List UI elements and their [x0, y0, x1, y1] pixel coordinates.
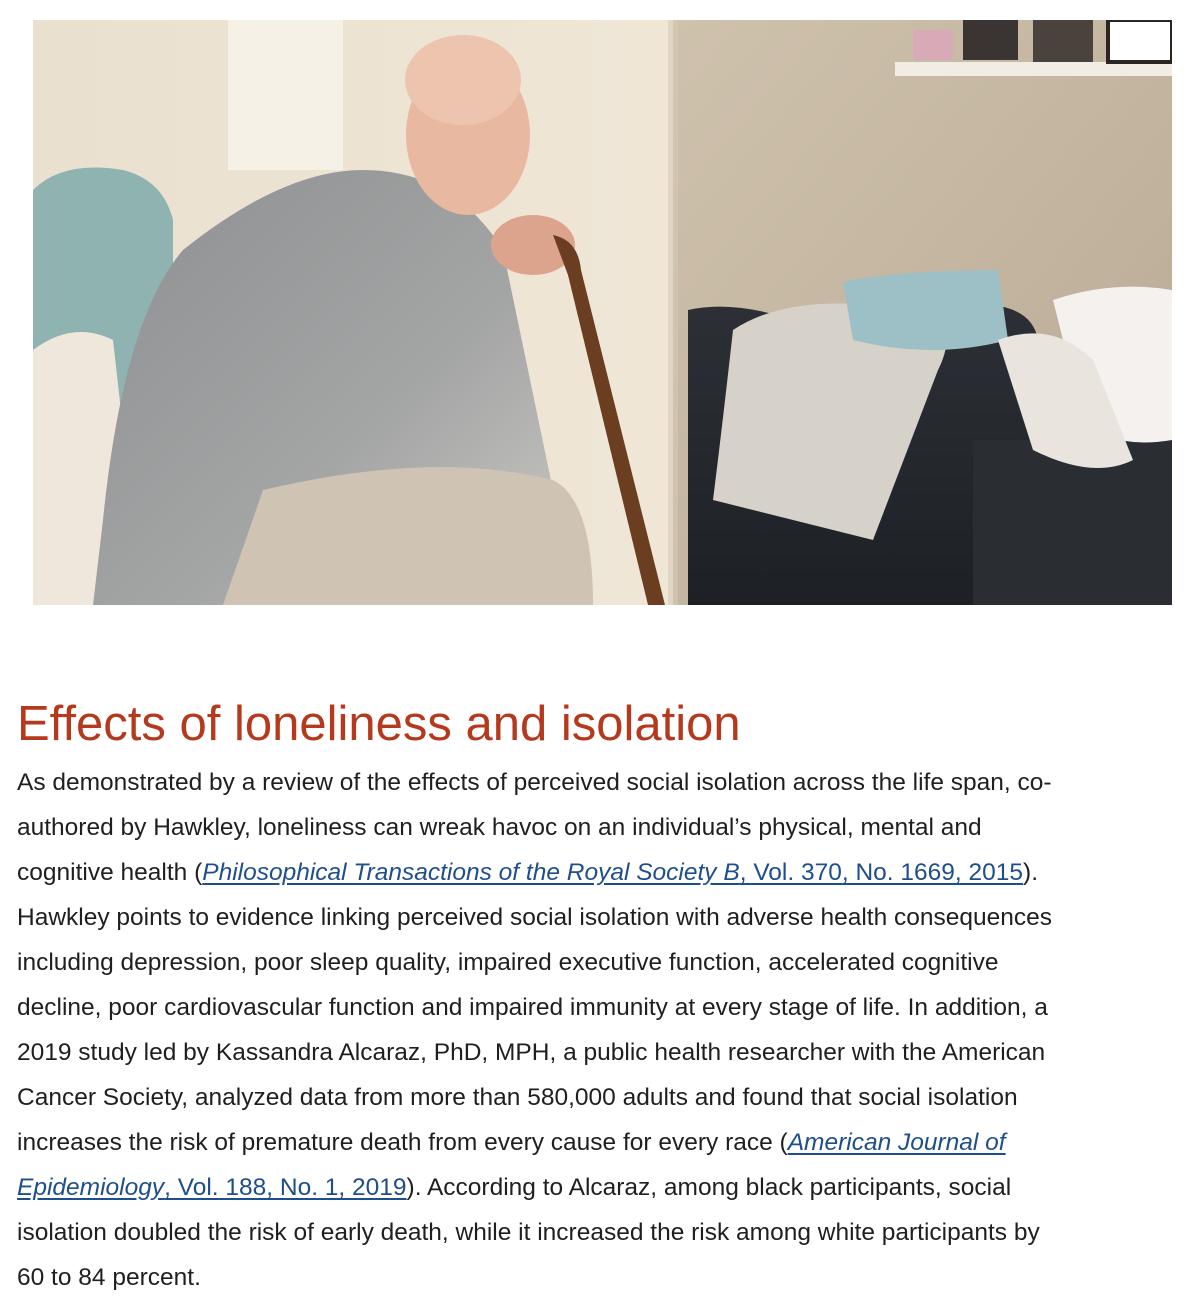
- paragraph-text: increases the risk of premature death from every cause for every race (: [17, 1129, 788, 1156]
- paragraph-line: decline, poor cardiovascular function and impaired immunity at every stage of life. In addition, a: [17, 994, 1048, 1021]
- paragraph-line: 2019 study led by Kassandra Alcaraz, PhD, MPH, a public health researcher with the American: [17, 1039, 1046, 1066]
- paragraph-line: [17, 1165, 1185, 1210]
- paragraph-line: Cancer Society, analyzed data from more than 580,000 adults and found that social isolation: [17, 1084, 1018, 1111]
- paragraph-line: [17, 1120, 1185, 1165]
- paragraph-line: 60 to 84 percent.: [17, 1264, 201, 1291]
- paragraph-text: cognitive health (: [17, 859, 203, 886]
- citation-journal: Philosophical Transactions of the Royal Society B: [202, 859, 740, 886]
- citation-details: , Vol. 370, No. 1669, 2015: [739, 859, 1024, 886]
- citation-journal: American Journal of: [787, 1129, 1006, 1156]
- section-heading: Effects of loneliness and isolation: [17, 697, 741, 751]
- paragraph-line: [17, 850, 1185, 895]
- paragraph-line: Hawkley points to evidence linking perceived social isolation with adverse health consequences: [17, 904, 1053, 931]
- citation-link-american-journal-of-epidemiology[interactable]: [788, 1129, 1006, 1156]
- citation-details: , Vol. 188, No. 1, 2019: [164, 1174, 407, 1201]
- paragraph-line: isolation doubled the risk of early death, while it increased the risk among white participants by: [17, 1219, 1040, 1246]
- citation-journal: Epidemiology: [17, 1174, 165, 1201]
- paragraph-text: ). According to Alcaraz, among black participants, social: [406, 1174, 1012, 1201]
- article-paragraph: [17, 760, 1185, 1300]
- citation-link-american-journal-of-epidemiology-cont[interactable]: [17, 1174, 407, 1201]
- article-photo: [33, 20, 1172, 605]
- citation-link-philosophical-transactions[interactable]: [202, 859, 1023, 886]
- paragraph-line: authored by Hawkley, loneliness can wreak havoc on an individual’s physical, mental and: [17, 814, 982, 841]
- paragraph-text: ).: [1023, 859, 1039, 886]
- paragraph-line: including depression, poor sleep quality, impaired executive function, accelerated cognitive: [17, 949, 999, 976]
- paragraph-line: As demonstrated by a review of the effects of perceived social isolation across the life span, co-: [17, 769, 1052, 796]
